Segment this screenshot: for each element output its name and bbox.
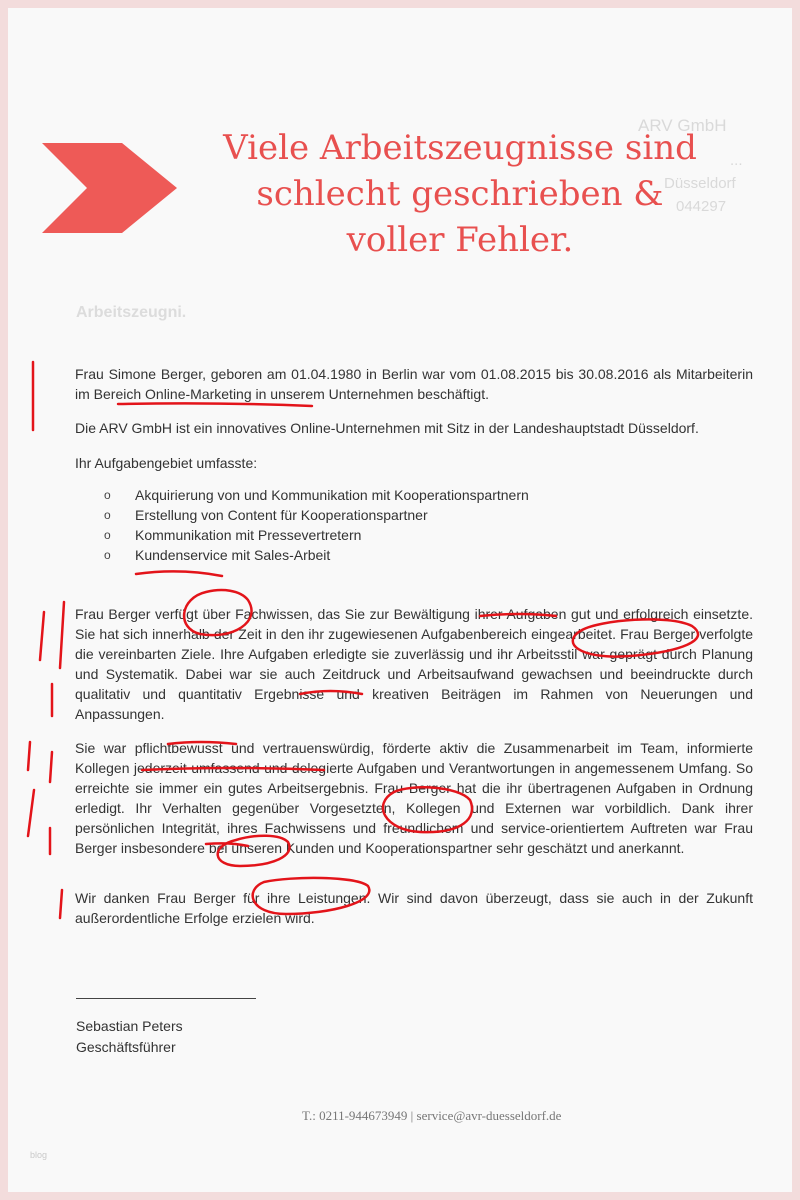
letterhead-phone: 044297 bbox=[676, 198, 727, 215]
performance-paragraph: Frau Berger verfügt über Fachwissen, das Sie zur Bewältigung ihrer Aufgaben gut und erfolgreich einsetzte. Sie hat sich innerhalb der Zeit in den ihr zugewiesenen Aufgabenbereich eingearbeitet. Frau Berger verfolgte die vereinbarten Ziele. Ihre Aufgaben erledigte sie zuverlässig und ihr Arbeitsstil war geprägt durch Planung und Systematik. Dabei war sie auch Zeitdruck und Arbeitsaufwand gewachsen und beeindruckte durch qualitativ und quantitativ Ergebnisse und kreativen Beiträgen im Rahmen von Neuerungen und Anpassungen. bbox=[75, 606, 753, 722]
list-item: o Kundenservice mit Sales-Arbeit bbox=[104, 545, 529, 565]
closing-paragraph: Wir danken Frau Berger für ihre Leistungen. Wir sind davon überzeugt, dass sie auch in der Zukunft außerordentliche Erfolge erzielen wird. bbox=[75, 890, 753, 926]
image-credit: blog bbox=[30, 1150, 48, 1160]
margin-mark bbox=[60, 890, 62, 918]
underline-mark bbox=[300, 691, 362, 694]
circle-mark bbox=[573, 619, 698, 656]
margin-mark bbox=[28, 790, 34, 836]
letterhead-city: Düsseldorf bbox=[664, 175, 736, 192]
circle-mark bbox=[184, 590, 251, 635]
banner-line-3: voller Fehler. bbox=[346, 220, 574, 260]
margin-mark bbox=[40, 612, 44, 660]
banner-line-2: schlecht geschrieben & bbox=[256, 174, 664, 214]
intro-paragraph: Frau Simone Berger, geboren am 01.04.1980 in Berlin war vom 01.08.2015 bis 30.08.2016 als Mitarbeiterin im Bereich Online-Marketing in unserem Unternehmen beschäftigt. bbox=[75, 366, 753, 402]
letterhead-street: ... bbox=[730, 152, 743, 169]
list-item: o Erstellung von Content für Kooperationspartner bbox=[104, 505, 529, 525]
underline-mark bbox=[206, 843, 248, 846]
signer-role: Geschäftsführer bbox=[76, 1039, 176, 1055]
document-title: Arbeitszeugni. bbox=[76, 304, 187, 321]
circle-mark bbox=[253, 878, 370, 914]
footer-contact: T.: 0211-944673949 | service@avr-duesseldorf.de bbox=[302, 1108, 562, 1123]
margin-mark bbox=[28, 742, 30, 770]
conduct-paragraph: Sie war pflichtbewusst und vertrauenswürdig, förderte aktiv die Zusammenarbeit im Team, informierte Kollegen jederzeit umfassend und delegierte Aufgaben und Verantwortungen in angemessenem Umfang. So erreichte sie immer ein gutes Arbeitsergebnis. Frau Berger hat die ihr übertragenen Aufgaben in Ordnung erledigt. Ihr Verhalten gegenüber Vorgesetzten, Kollegen und Externen war vorbildlich. Dank ihrer persönlichen Integrität, ihres Fachwissens und freundlichem und service-orientiertem Auftreten war Frau Berger insbesondere bei unseren Kunden und Kooperationspartner sehr geschätzt und anerkannt. bbox=[75, 740, 753, 856]
margin-mark bbox=[60, 602, 64, 668]
circle-mark bbox=[218, 836, 290, 866]
underline-mark bbox=[480, 614, 556, 616]
circle-mark bbox=[383, 787, 472, 832]
signer-name: Sebastian Peters bbox=[76, 1018, 183, 1034]
margin-mark bbox=[50, 752, 52, 782]
company-paragraph: Die ARV GmbH ist ein innovatives Online-Unternehmen mit Sitz in der Landeshauptstadt Düsseldorf. bbox=[75, 420, 699, 436]
list-item: o Kommunikation mit Pressevertretern bbox=[104, 525, 529, 545]
list-item: o Akquirierung von und Kommunikation mit Kooperationspartnern bbox=[104, 485, 529, 505]
underline-mark bbox=[118, 403, 312, 406]
underline-mark bbox=[142, 768, 324, 770]
underline-mark bbox=[168, 742, 236, 744]
banner-line-1: Viele Arbeitszeugnisse sind bbox=[223, 128, 697, 168]
tasks-intro: Ihr Aufgabengebiet umfasste: bbox=[75, 455, 258, 471]
letterhead-company: ARV GmbH bbox=[638, 116, 727, 135]
underline-mark bbox=[136, 571, 222, 576]
